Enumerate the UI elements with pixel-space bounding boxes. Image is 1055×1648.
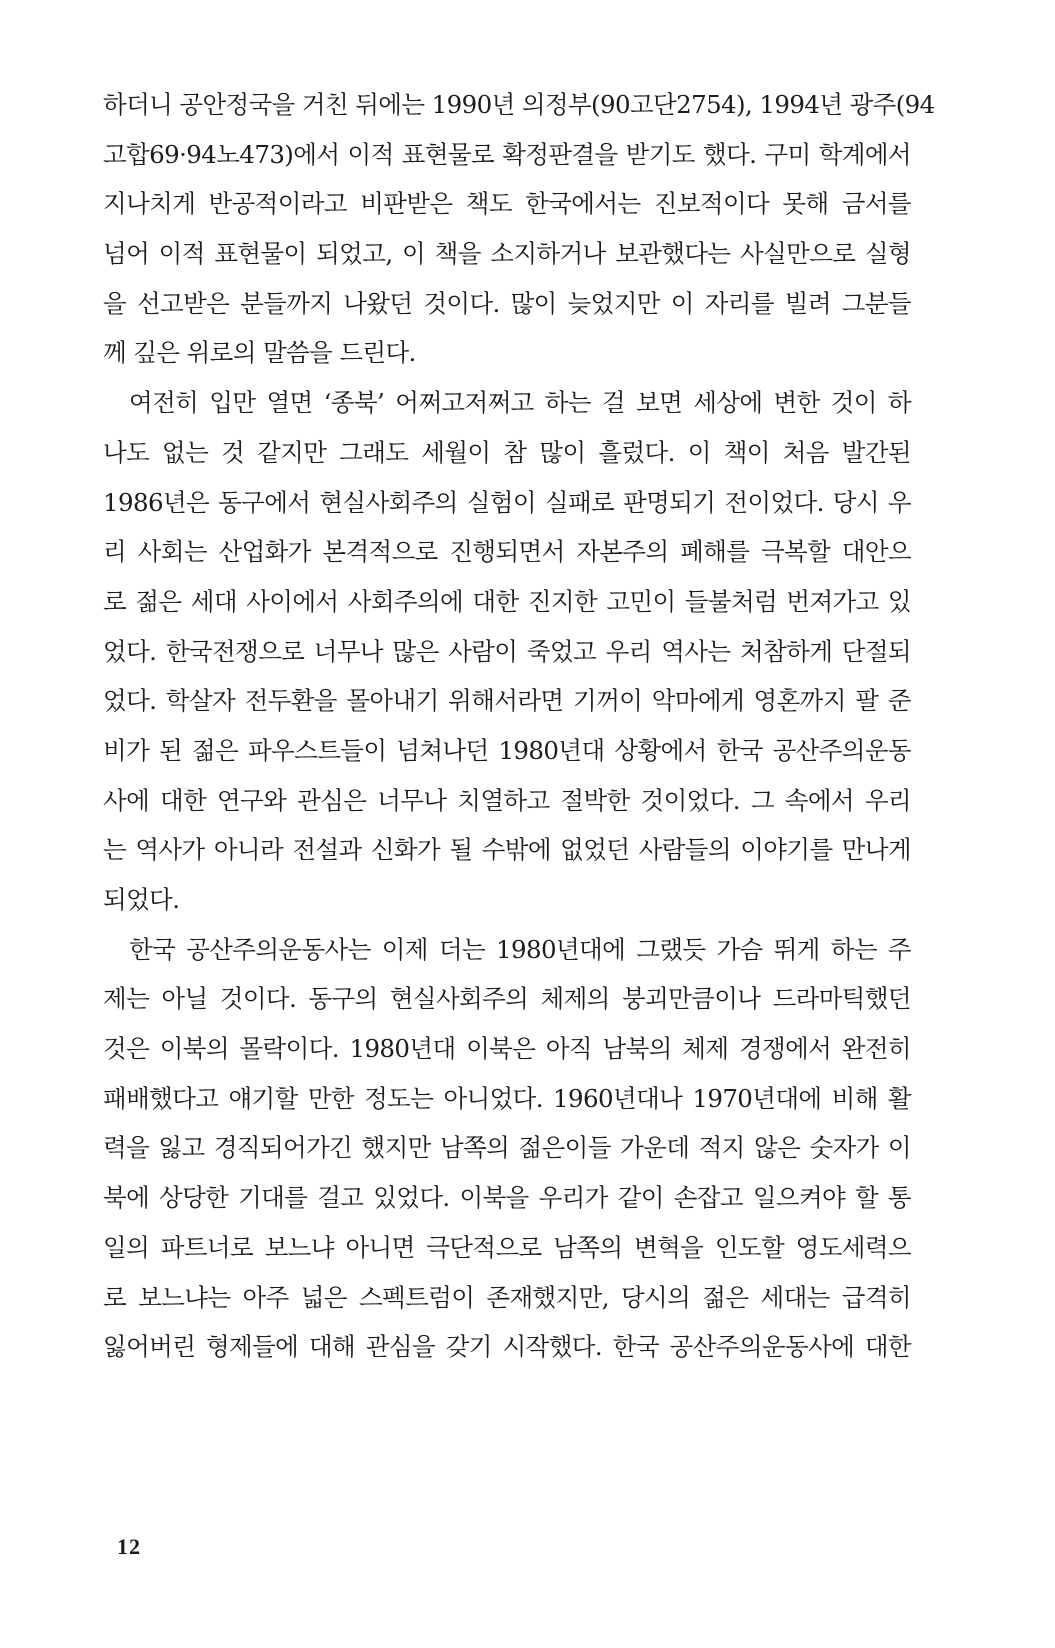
text-line: 께 깊은 위로의 말씀을 드린다. bbox=[103, 338, 416, 368]
page-body-text bbox=[103, 80, 935, 1372]
text-line: 여전히 입만 열면 ‘종북’ 어쩌고저쩌고 하는 걸 보면 세상에 변한 것이 하 bbox=[129, 388, 911, 418]
paragraph-3 bbox=[103, 925, 911, 1372]
text-line: 을 선고받은 분들까지 나왔던 것이다. 많이 늦었지만 이 자리를 빌려 그분들 bbox=[103, 288, 911, 318]
text-line: 일의 파트너로 보느냐 아니면 극단적으로 남쪽의 변혁을 인도할 영도세력으 bbox=[103, 1232, 911, 1262]
text-line: 북에 상당한 기대를 걸고 있었다. 이북을 우리가 같이 손잡고 일으켜야 할 통 bbox=[103, 1183, 911, 1213]
text-line: 넘어 이적 표현물이 되었고, 이 책을 소지하거나 보관했다는 사실만으로 실형 bbox=[103, 239, 911, 269]
text-line: 패배했다고 얘기할 만한 정도는 아니었다. 1960년대나 1970년대에 비해 활 bbox=[103, 1083, 911, 1113]
text-line: 하더니 공안정국을 거친 뒤에는 1990년 의정부(90고단2754), 1994년 광주(94 bbox=[103, 90, 935, 119]
paragraph-2 bbox=[103, 378, 911, 925]
page-number: 12 bbox=[117, 1534, 141, 1559]
text-line: 었다. 한국전쟁으로 너무나 많은 사람이 죽었고 우리 역사는 처참하게 단절되 bbox=[103, 636, 911, 666]
text-line: 로 보느냐는 아주 넓은 스펙트럼이 존재했지만, 당시의 젊은 세대는 급격히 bbox=[103, 1282, 911, 1312]
paragraph-1 bbox=[103, 80, 935, 378]
text-line: 비가 된 젊은 파우스트들이 넘쳐나던 1980년대 상황에서 한국 공산주의운동 bbox=[103, 735, 911, 765]
text-line: 로 젊은 세대 사이에서 사회주의에 대한 진지한 고민이 들불처럼 번져가고 있 bbox=[103, 586, 911, 616]
text-line: 나도 없는 것 같지만 그래도 세월이 참 많이 흘렀다. 이 책이 처음 발간된 bbox=[103, 437, 911, 467]
text-line: 리 사회는 산업화가 본격적으로 진행되면서 자본주의 폐해를 극복할 대안으 bbox=[103, 537, 911, 567]
text-line: 잃어버린 형제들에 대해 관심을 갖기 시작했다. 한국 공산주의운동사에 대한 bbox=[103, 1332, 911, 1362]
text-line: 한국 공산주의운동사는 이제 더는 1980년대에 그랬듯 가슴 뛰게 하는 주 bbox=[129, 934, 911, 964]
text-line: 고합69·94노473)에서 이적 표현물로 확정판결을 받기도 했다. 구미 학계에서 bbox=[103, 139, 911, 169]
text-line: 사에 대한 연구와 관심은 너무나 치열하고 절박한 것이었다. 그 속에서 우리 bbox=[103, 785, 911, 815]
text-line: 제는 아닐 것이다. 동구의 현실사회주의 체제의 붕괴만큼이나 드라마틱했던 bbox=[103, 984, 911, 1014]
text-line: 었다. 학살자 전두환을 몰아내기 위해서라면 기꺼이 악마에게 영혼까지 팔 준 bbox=[103, 686, 911, 716]
text-line: 되었다. bbox=[103, 885, 180, 914]
text-line: 는 역사가 아니라 전설과 신화가 될 수밖에 없었던 사람들의 이야기를 만나게 bbox=[103, 835, 911, 865]
text-line: 력을 잃고 경직되어가긴 했지만 남쪽의 젊은이들 가운데 적지 않은 숫자가 이 bbox=[103, 1133, 911, 1163]
text-line: 것은 이북의 몰락이다. 1980년대 이북은 아직 남북의 체제 경쟁에서 완전히 bbox=[103, 1034, 911, 1064]
text-line: 지나치게 반공적이라고 비판받은 책도 한국에서는 진보적이다 못해 금서를 bbox=[103, 189, 911, 219]
text-line: 1986년은 동구에서 현실사회주의 실험이 실패로 판명되기 전이었다. 당시 우 bbox=[103, 487, 911, 517]
